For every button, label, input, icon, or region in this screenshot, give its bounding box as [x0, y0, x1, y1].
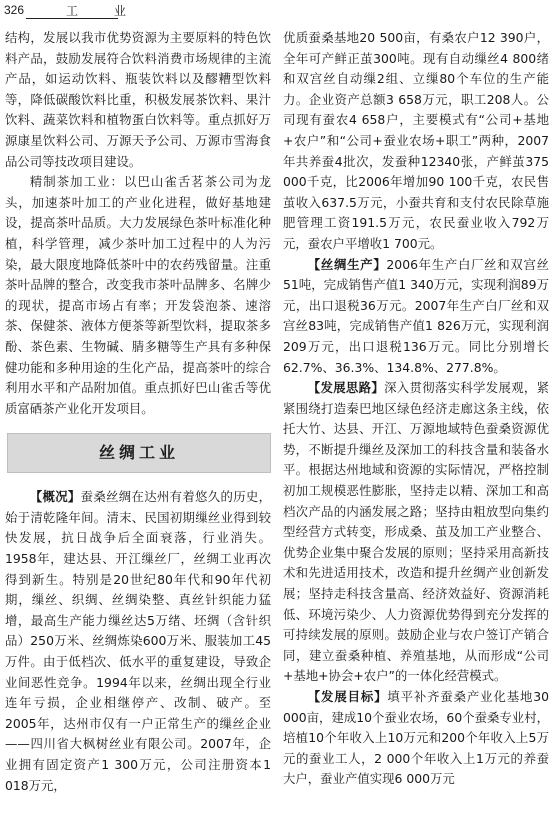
left-paragraph-overview [5, 487, 271, 796]
production-text: 2006年生产白厂丝和双宫丝51吨，完成销售产值1 340万元，实现利润89万元，出口退税36万元。2007年生产白厂丝和双宫丝83吨，完成销售产值1 826万元，实现利润209万元，出口退税136万元。同比分别增长62.7%、36.3%、134.8%、277.8%。 [283, 256, 549, 375]
page-number: 326 [4, 3, 25, 17]
development-goals-tag: 【发展目标】 [307, 689, 388, 704]
production-tag: 【丝绸生产】 [307, 256, 387, 272]
section-title-silk-industry: 丝绸工业 [7, 433, 271, 473]
left-column [5, 28, 271, 796]
running-title: 工 业 [66, 4, 142, 18]
overview-text: 蚕桑丝绸在达州有着悠久的历史，始于清乾隆年间。清末、民国初期缫丝业得到较快发展，抗日战争后全面衰落，行业消失。1958年，建达县、开江缫丝厂，丝绸工业再次得到新生。特别是20世纪80年代和90年代初期，缫丝、织绸、丝绸染整、真丝针织能力猛增，最高生产能力缫丝达5万绪、坯绸（含针织品）250万米、丝绸炼染600万米、服装加工45万件。由于低档次、低水平的重复建设，导致企业间恶性竞争。1994年以来，丝绸出现全行业连年亏损，企业相继停产、改制、破产。至2005年，达州市仅有一户正常生产的缫丝企业——四川省大枫树丝业有限公司。2007年，企业拥有固定资产1 300万元，公司注册资本1 018万元， [5, 489, 272, 793]
development-ideas-tag: 【发展思路】 [307, 380, 385, 396]
header-rule [26, 18, 118, 19]
development-ideas-text: 深入贯彻落实科学发展观，紧紧围绕打造秦巴地区绿色经济走廊这条主线，依托大竹、达县、开江、万源地域特色蚕桑资源优势，不断提升缫丝及深加工的科技含量和装备水平。根据达州地域和资源的实际情况，严格控制初加工规模恶性膨胀，坚持走以精、深加工和高档次产品的内涵发展之路；坚持由粗放型向集约型经营方式转变，形成桑、茧及加工产业整合、优势企业集中聚合发展的原则；坚持采用高新技术和先进适用技术，改造和提升丝绸产业创新发展；坚持走科技含量高、经济效益好、资源消耗低、环境污染少、人力资源优势得到充分发挥的可持续发展的原则。鼓励企业与农户签订产销合同，建立蚕桑种植、养殖基地，从而形成“公司+基地+协会+农户”的一体化经营模式。 [283, 380, 550, 684]
right-paragraph-continued: 优质蚕桑基地20 500亩，有桑农户12 390户，全年可产鲜正茧300吨。现有自动缫丝4 800绪和双宫丝自动缫2组、立缫80个车位的生产能力。企业资产总额3 658万元，职工208人。公司现有蚕农4 658户，主要模式有“公司+基地+农户”和“公司+蚕业农场+职工”两种，2007年共养蚕4批次，发蚕种12340张，产鲜茧375 000千克，比2006年增加90 100千克，农民售茧收入637.5万元，小蚕共育和支付农民除草施肥管理工资191.5万元，农民蚕业收入792万元，蚕农户平增收1 700元。 [283, 30, 549, 251]
overview-tag: 【概况】 [29, 489, 81, 505]
left-paragraph-tea: 精制茶加工业：以巴山雀舌茗茶公司为龙头，加速茶叶加工的产业化进程，做好基地建设，提高茶叶品质。大力发展绿色茶叶标准化种植，科学管理，减少茶叶加工过程中的人为污染，最大限度地降低茶叶中的农药残留量。注重茶叶品牌的整合，改变我市茶叶品牌多、名牌少的现状，提高市场占有率；开发袋泡茶、速溶茶、保健茶、液体方便茶等新型饮料，提取茶多酚、茶色素、生物碱、腈多糖等生产具有多种保健功能和多种用途的生化产品，提高茶叶的综合利用水平和产品附加值。重点抓好巴山雀舌等优质富硒茶产业化开发项目。 [5, 174, 271, 416]
right-paragraph-ideas [283, 378, 549, 687]
right-paragraph-production [283, 255, 549, 379]
development-goals-text: 填平补齐蚕桑产业化基地30 000亩，建成10个蚕业农场，60个蚕桑专业村，培植10个年收入上10万元和200个年收入上5万元的蚕业工人，2 000个年收入上1万元的养蚕大户，蚕业产值实现6 000万元 [283, 689, 549, 787]
left-paragraph-beverage: 结构，发展以我市优势资源为主要原料的特色饮料产品，鼓励发展符合饮料消费市场规律的主流产品，如运动饮料、瓶装饮料以及醪糟型饮料等，降低碳酸饮料比重，积极发展茶饮料、果汁饮料、蔬菜饮料和植物蛋白饮料等。重点抓好万源康星饮料公司、万源天予公司、万源市雪海食品公司等技改项目建设。 [5, 30, 271, 169]
page-header [0, 0, 550, 24]
right-paragraph-goals [283, 687, 549, 790]
right-column [283, 28, 549, 790]
